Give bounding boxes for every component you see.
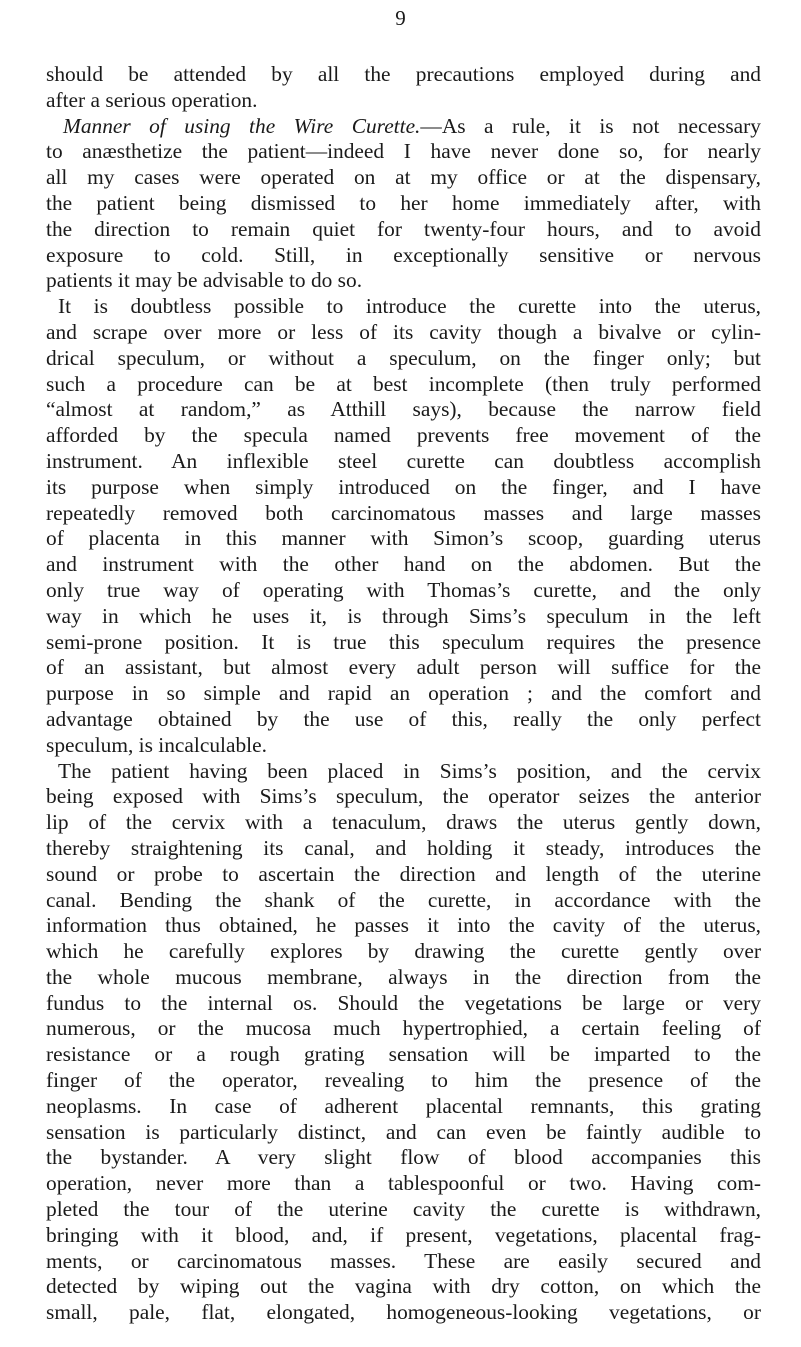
text-line: the direction to remain quiet for twenty-four hours, and to avoid (46, 216, 761, 241)
text-line: the patient being dismissed to her home immediately after, with (46, 190, 761, 215)
text-line: to anæsthetize the patient—indeed I have never done so, for nearly (46, 139, 761, 164)
text-line: the whole mucous membrane, always in the direction from the (46, 964, 761, 989)
text-line: “almost at random,” as Atthill says), because the narrow field (46, 397, 761, 422)
text-line: repeatedly removed both carcinomatous masses and large masses (46, 500, 761, 525)
text-line: which he carefully explores by drawing the curette gently over (46, 939, 761, 964)
text-line: small, pale, flat, elongated, homogeneous-looking vegetations, or (46, 1300, 761, 1325)
text-line (46, 114, 761, 140)
text-line: of an assistant, but almost every adult person will suffice for the (46, 655, 761, 680)
text-line: drical speculum, or without a speculum, on the finger only; but (46, 345, 761, 370)
text-line: ments, or carcinomatous masses. These are easily secured and (46, 1248, 761, 1273)
text-line: finger of the operator, revealing to him the presence of the (46, 1068, 761, 1093)
text-line: It is doubtless possible to introduce the curette into the uterus, (58, 294, 761, 319)
text-line: resistance or a rough grating sensation will be imparted to the (46, 1042, 761, 1067)
text-line: neoplasms. In case of adherent placental remnants, this grating (46, 1093, 761, 1118)
text-line: sensation is particularly distinct, and can even be faintly audible to (46, 1119, 761, 1144)
text-line: instrument. An inflexible steel curette can doubtless accomplish (46, 448, 761, 473)
text-line: of placenta in this manner with Simon’s scoop, guarding uterus (46, 526, 761, 551)
text-line: such a procedure can be at best incomplete (then truly performed (46, 371, 761, 396)
text-line: canal. Bending the shank of the curette, in accordance with the (46, 887, 761, 912)
heading-rest: —As a rule, it is not necessary (420, 113, 761, 138)
text-line: thereby straightening its canal, and holding it steady, introduces the (46, 835, 761, 860)
text-line: and instrument with the other hand on the abdomen. But the (46, 552, 761, 577)
text-line: The patient having been placed in Sims’s position, and the cervix (58, 758, 761, 783)
text-line: speculum, is incalculable. (46, 732, 267, 757)
text-line: fundus to the internal os. Should the vegetations be large or very (46, 990, 761, 1015)
text-line: sound or probe to ascertain the direction and length of the uterine (46, 861, 761, 886)
text-line: bringing with it blood, and, if present, vegetations, placental frag- (46, 1222, 761, 1247)
text-line: detected by wiping out the vagina with dry cotton, on which the (46, 1274, 761, 1299)
text-line: advantage obtained by the use of this, really the only perfect (46, 706, 761, 731)
text-line: pleted the tour of the uterine cavity the curette is withdrawn, (46, 1197, 761, 1222)
text-line: after a serious operation. (46, 87, 258, 112)
body-text (46, 62, 761, 1326)
text-line: semi-prone position. It is true this speculum requires the presence (46, 629, 761, 654)
text-line: information thus obtained, he passes it into the cavity of the uterus, (46, 913, 761, 938)
text-line: afforded by the specula named prevents free movement of the (46, 423, 761, 448)
text-line: way in which he uses it, is through Sims’s speculum in the left (46, 603, 761, 628)
text-line: its purpose when simply introduced on the finger, and I have (46, 474, 761, 499)
text-line: operation, never more than a tablespoonful or two. Having com- (46, 1171, 761, 1196)
text-line: lip of the cervix with a tenaculum, draws the uterus gently down, (46, 810, 761, 835)
page-number: 9 (395, 6, 406, 30)
section-heading: Manner of using the Wire Curette. (63, 113, 421, 138)
text-line: exposure to cold. Still, in exceptionally sensitive or nervous (46, 242, 761, 267)
text-line: numerous, or the mucosa much hypertrophied, a certain feeling of (46, 1016, 761, 1041)
text-line: the bystander. A very slight flow of blood accompanies this (46, 1145, 761, 1170)
text-line: should be attended by all the precautions employed during and (46, 62, 761, 86)
text-line: being exposed with Sims’s speculum, the operator seizes the anterior (46, 784, 761, 809)
text-line: patients it may be advisable to do so. (46, 268, 363, 293)
text-line: all my cases were operated on at my office or at the dispensary, (46, 165, 761, 190)
text-line: only true way of operating with Thomas’s curette, and the only (46, 577, 761, 602)
text-line: purpose in so simple and rapid an operation ; and the comfort and (46, 681, 761, 706)
text-line: and scrape over more or less of its cavity though a bivalve or cylin- (46, 319, 761, 344)
